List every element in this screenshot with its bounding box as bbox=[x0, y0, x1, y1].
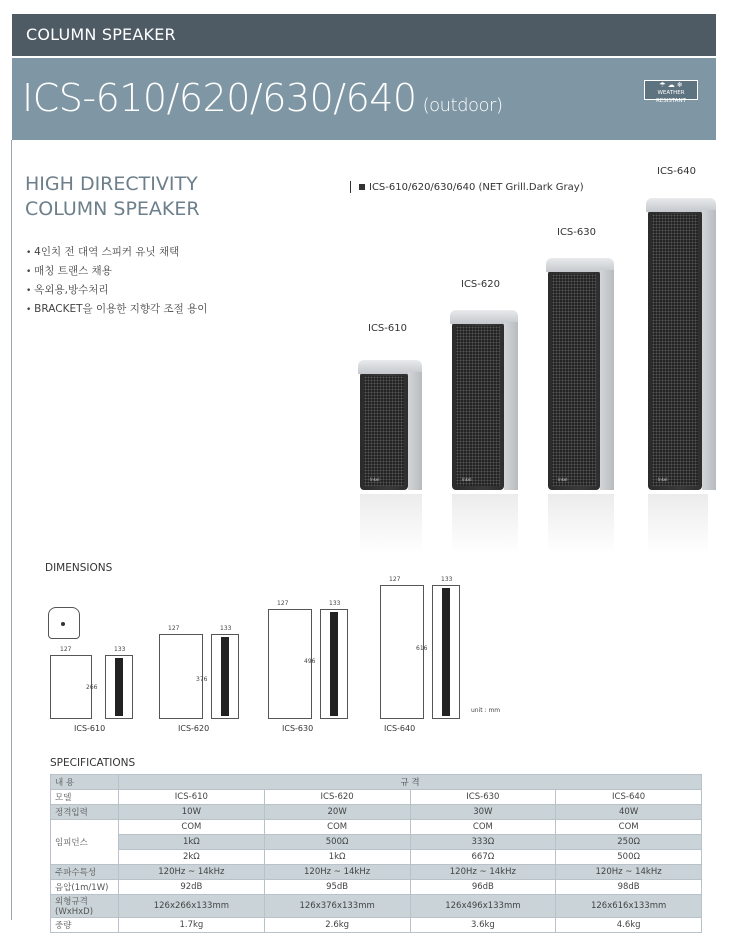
model-title bbox=[22, 76, 502, 120]
dim-width: 127 bbox=[389, 576, 401, 583]
row-label: 모델 bbox=[51, 790, 119, 805]
table-header-cell: 규 격 bbox=[119, 775, 702, 790]
weather-icon: ☂ ☁ ❄ bbox=[659, 81, 683, 89]
feature-item: • 4인치 전 대역 스피커 유닛 채택 bbox=[26, 243, 207, 262]
side-view-ics-640 bbox=[432, 585, 460, 719]
model-banner bbox=[12, 58, 716, 140]
table-cell: 1.7kg bbox=[119, 918, 265, 933]
dim-label-ics-630: ICS-630 bbox=[282, 724, 314, 733]
model-variant: (outdoor) bbox=[422, 95, 503, 116]
table-cell: 30W bbox=[410, 805, 556, 820]
table-cell: 2.6kg bbox=[264, 918, 410, 933]
table-cell: 40W bbox=[556, 805, 702, 820]
feature-item: • 옥외용,방수처리 bbox=[26, 281, 207, 300]
dim-label-ics-640: ICS-640 bbox=[384, 724, 416, 733]
feature-item: • BRACKET을 이용한 지향각 조절 용이 bbox=[26, 300, 207, 319]
table-cell: COM bbox=[264, 820, 410, 835]
table-cell: 120Hz ~ 14kHz bbox=[410, 865, 556, 880]
table-cell: 1kΩ bbox=[119, 835, 265, 850]
table-cell: 96dB bbox=[410, 880, 556, 895]
product-label-ics-640: ICS-640 bbox=[657, 166, 696, 177]
grill-note-text: ICS-610/620/630/640 (NET Grill.Dark Gray) bbox=[369, 182, 584, 193]
dim-depth: 133 bbox=[329, 600, 341, 607]
brand-logo: Inkel bbox=[658, 477, 668, 482]
grill-note bbox=[350, 181, 584, 193]
brand-logo: Inkel bbox=[462, 477, 472, 482]
row-label: 주파수특성 bbox=[51, 865, 119, 880]
side-view-ics-610 bbox=[105, 655, 133, 719]
dim-width: 127 bbox=[277, 600, 289, 607]
reflection bbox=[360, 494, 422, 554]
table-cell: 92dB bbox=[119, 880, 265, 895]
row-label: 정격입력 bbox=[51, 805, 119, 820]
side-view-ics-620 bbox=[211, 634, 239, 719]
table-row bbox=[51, 805, 702, 820]
page-edge-line bbox=[11, 140, 12, 920]
table-cell: 2kΩ bbox=[119, 850, 265, 865]
square-bullet-icon bbox=[359, 184, 365, 190]
table-cell: 126x376x133mm bbox=[264, 895, 410, 918]
table-cell: 126x266x133mm bbox=[119, 895, 265, 918]
speaker-ics-630-image bbox=[548, 270, 600, 490]
table-row bbox=[51, 820, 702, 835]
specifications-title: SPECIFICATIONS bbox=[50, 757, 136, 769]
table-row bbox=[51, 835, 702, 850]
table-cell: ICS-630 bbox=[410, 790, 556, 805]
dim-label-ics-610: ICS-610 bbox=[74, 724, 106, 733]
headline bbox=[25, 172, 200, 222]
dim-label-ics-620: ICS-620 bbox=[178, 724, 210, 733]
model-name: ICS-610/620/630/640 bbox=[22, 76, 417, 120]
table-row bbox=[51, 790, 702, 805]
category-bar bbox=[12, 14, 716, 56]
headline-line-1: HIGH DIRECTIVITY bbox=[25, 173, 198, 195]
speaker-ics-620-image bbox=[452, 322, 504, 490]
dim-width: 127 bbox=[60, 646, 72, 653]
dim-height: 616 bbox=[416, 645, 428, 652]
table-cell: 333Ω bbox=[410, 835, 556, 850]
weather-badge-label: WEATHER RESISTANT bbox=[655, 90, 687, 104]
table-cell: ICS-610 bbox=[119, 790, 265, 805]
speaker-ics-640-image bbox=[648, 210, 702, 490]
table-cell: COM bbox=[556, 820, 702, 835]
table-cell: ICS-640 bbox=[556, 790, 702, 805]
table-row bbox=[51, 918, 702, 933]
unit-note: unit : mm bbox=[471, 707, 501, 714]
product-label-ics-620: ICS-620 bbox=[461, 279, 500, 290]
dim-width: 127 bbox=[168, 625, 180, 632]
speaker-ics-610-image bbox=[360, 372, 408, 490]
table-cell: 3.6kg bbox=[410, 918, 556, 933]
table-cell: 4.6kg bbox=[556, 918, 702, 933]
dim-height: 266 bbox=[86, 684, 98, 691]
brand-logo: Inkel bbox=[558, 477, 568, 482]
table-cell: COM bbox=[410, 820, 556, 835]
side-view-ics-630 bbox=[320, 609, 348, 719]
table-cell: 120Hz ~ 14kHz bbox=[119, 865, 265, 880]
table-cell: ICS-620 bbox=[264, 790, 410, 805]
row-label: 외형규격(WxHxD) bbox=[51, 895, 119, 918]
feature-list bbox=[26, 243, 207, 319]
table-cell: 1kΩ bbox=[264, 850, 410, 865]
divider bbox=[350, 181, 351, 193]
brand-logo: Inkel bbox=[370, 477, 380, 482]
table-row bbox=[51, 850, 702, 865]
table-cell: 120Hz ~ 14kHz bbox=[556, 865, 702, 880]
table-cell: 500Ω bbox=[264, 835, 410, 850]
table-cell: 250Ω bbox=[556, 835, 702, 850]
table-row bbox=[51, 865, 702, 880]
dim-depth: 133 bbox=[114, 646, 126, 653]
table-cell: 20W bbox=[264, 805, 410, 820]
headline-line-2: COLUMN SPEAKER bbox=[25, 198, 200, 220]
table-row bbox=[51, 880, 702, 895]
category-title: COLUMN SPEAKER bbox=[26, 25, 176, 44]
reflection bbox=[452, 494, 518, 554]
row-label: 음압(1m/1W) bbox=[51, 880, 119, 895]
table-cell: 126x496x133mm bbox=[410, 895, 556, 918]
dim-height: 376 bbox=[196, 676, 208, 683]
table-cell: 10W bbox=[119, 805, 265, 820]
dimensions-title: DIMENSIONS bbox=[45, 562, 113, 574]
reflection bbox=[548, 494, 614, 554]
table-cell: 500Ω bbox=[556, 850, 702, 865]
feature-item: • 매칭 트랜스 채용 bbox=[26, 262, 207, 281]
table-header-cell: 내 용 bbox=[51, 775, 119, 790]
row-label: 임피던스 bbox=[51, 820, 119, 865]
reflection bbox=[648, 494, 708, 554]
weather-resistant-badge bbox=[644, 80, 698, 104]
product-label-ics-610: ICS-610 bbox=[368, 323, 407, 334]
table-row bbox=[51, 895, 702, 918]
table-header-row bbox=[51, 775, 702, 790]
table-cell: 98dB bbox=[556, 880, 702, 895]
dim-height: 496 bbox=[304, 658, 316, 665]
dim-depth: 133 bbox=[441, 576, 453, 583]
product-label-ics-630: ICS-630 bbox=[557, 227, 596, 238]
table-cell: 95dB bbox=[264, 880, 410, 895]
top-view-drawing bbox=[48, 607, 80, 639]
table-cell: COM bbox=[119, 820, 265, 835]
row-label: 중량 bbox=[51, 918, 119, 933]
front-view-ics-640 bbox=[380, 585, 424, 719]
table-cell: 126x616x133mm bbox=[556, 895, 702, 918]
table-cell: 120Hz ~ 14kHz bbox=[264, 865, 410, 880]
table-cell: 667Ω bbox=[410, 850, 556, 865]
dim-depth: 133 bbox=[220, 625, 232, 632]
specifications-table bbox=[50, 774, 702, 933]
